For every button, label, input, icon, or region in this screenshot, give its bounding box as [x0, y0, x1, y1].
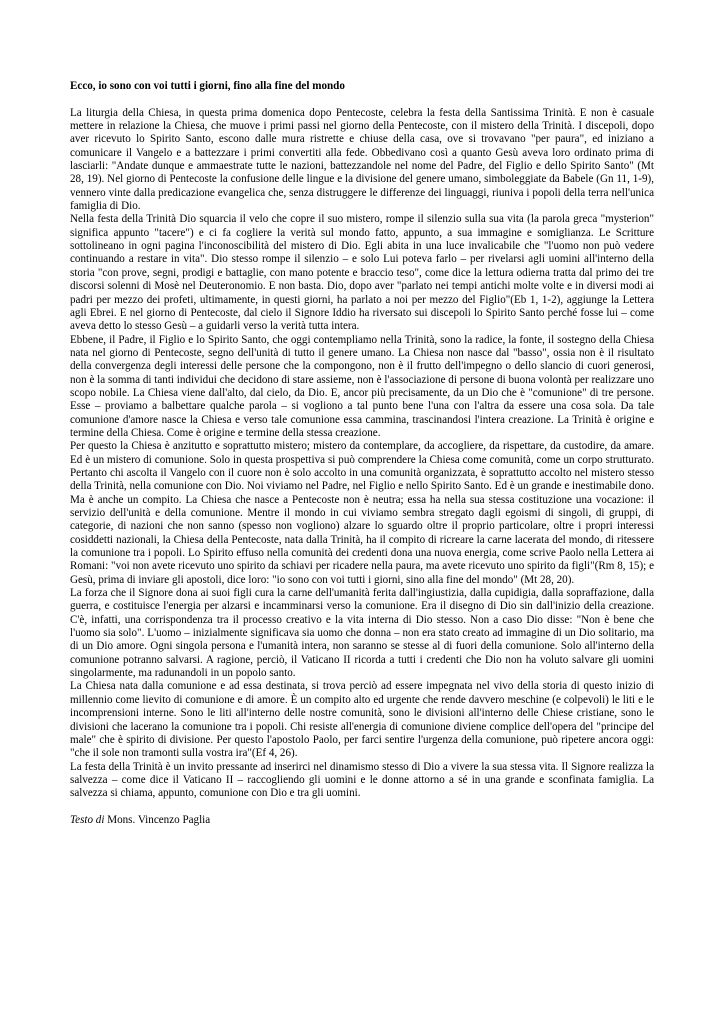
document-title: Ecco, io sono con voi tutti i giorni, fino alla fine del mondo	[70, 80, 345, 92]
document-page	[70, 80, 654, 827]
paragraph-2: Nella festa della Trinità Dio squarcia il velo che copre il suo mistero, rompe il silenzio sulla sua vita (la parola greca "mysterion" significa appunto "tacere") e ci fa cogliere la verità sul mondo fatto, appunto, a sua immagine e somiglianza. Le Scritture sottolineano in ogni pagina l'inconoscibilità del mistero di Dio. Egli abita in una luce invalicabile che "l'uomo non può vedere continuando a restare in vita". Dio stesso rompe il silenzio – e solo Lui poteva farlo – per rivelarsi agli uomini all'interno della storia "con prove, segni, prodigi e battaglie, con mano potente e braccio teso", come dice la lettura odierna tratta dal primo dei tre discorsi solenni di Mosè nel Deuteronomio. E non basta. Dio, dopo aver "parlato nei tempi antichi molte volte e in diversi modi ai padri per mezzo dei profeti, ultimamente, in questi giorni, ha parlato a noi per mezzo del Figlio"(Eb 1, 1-2), aggiunge la Lettera agli Ebrei. E nel giorno di Pentecoste, dal cielo il Signore Iddio ha riversato sui discepoli lo Spirito Santo perché fosse lui – come aveva detto lo stesso Gesù – a guidarli verso la verità tutta intera.	[70, 213, 654, 333]
signature-label: Testo di	[70, 813, 105, 826]
paragraph-1: La liturgia della Chiesa, in questa prima domenica dopo Pentecoste, celebra la festa della Santissima Trinità. E non è casuale mettere in relazione la Chiesa, che muove i primi passi nel giorno della Pentecoste, con il mistero della Trinità. I discepoli, dopo aver ricevuto lo Spirito Santo, escono dalle mura ristrette e chiuse della casa, ove si trovavano "per paura", ed iniziano a comunicare il Vangelo e a battezzare i primi convertiti alla fede. Obbedivano così a quanto Gesù aveva loro ordinato prima di lasciarli: "Andate dunque e ammaestrate tutte le nazioni, battezzandole nel nome del Padre, del Figlio e dello Spirito Santo" (Mt 28, 19). Nel giorno di Pentecoste la confusione delle lingue e la divisione del genere umano, simboleggiate da Babele (Gn 11, 1-9), vennero vinte dalla predicazione evangelica che, senza distruggere le differenze dei linguaggi, riuniva i popoli della terra nell'unica famiglia di Dio.	[70, 106, 654, 213]
signature	[70, 814, 654, 827]
paragraph-3: Ebbene, il Padre, il Figlio e lo Spirito Santo, che oggi contempliamo nella Trinità, sono la radice, la fonte, il sostegno della Chiesa nata nel giorno di Pentecoste, segno dell'unità di tutto il genere umano. La Chiesa non nasce dal "basso", ossia non è il risultato della convergenza degli interessi delle persone che la compongono, non è il frutto dell'impegno o dello slancio di cuori generosi, non è la somma di tanti individui che decidono di stare assieme, non è l'associazione di persone di buona volontà per realizzare uno scopo nobile. La Chiesa viene dall'alto, dal cielo, da Dio. E, ancor più precisamente, da un Dio che è "comunione" di tre persone. Esse – proviamo a balbettare qualche parola – si vogliono a tal punto bene l'una con l'altra da essere una cosa sola. Da tale comunione d'amore nasce la Chiesa e verso tale comunione essa cammina, trascinandosi l'intera creazione. La Trinità è origine e termine della Chiesa. Come è origine e termine della stessa creazione.	[70, 333, 654, 439]
spacer	[70, 801, 654, 814]
paragraph-6: La Chiesa nata dalla comunione e ad essa destinata, si trova perciò ad essere impegnata nel vivo della storia di questo inizio di millennio come lievito di comunione e di amore. È un compito alto ed urgente che rende davvero meschine (e colpevoli) le liti e le incomprensioni interne. Sono le liti all'interno delle nostre comunità, sono le divisioni all'interno delle Chiese cristiane, sono le divisioni che lacerano la comunione tra i popoli. Chi resiste all'energia di comunione diviene complice dell'opera del "principe del male" che è spirito di divisione. Per questo l'apostolo Paolo, per farci sentire l'urgenza della comunione, può ripetere ancora oggi: "che il sole non tramonti sulla vostra ira"(Ef 4, 26).	[70, 680, 654, 760]
spacer	[70, 93, 654, 106]
paragraph-7: La festa della Trinità è un invito pressante ad inserirci nel dinamismo stesso di Dio a vivere la sua stessa vita. Il Signore realizza la salvezza – come dice il Vaticano II – raccogliendo gli uomini e le donne attorno a sé in una grande e sconfinata famiglia. La salvezza si chiama, appunto, comunione con Dio e tra gli uomini.	[70, 760, 654, 800]
paragraph-5: La forza che il Signore dona ai suoi figli cura la carne dell'umanità ferita dall'ingiustizia, dalla cupidigia, dalla sopraffazione, dalla guerra, e costituisce l'energia per alzarsi e incamminarsi verso la comunione. Era il disegno di Dio sin dall'inizio della creazione. C'è, infatti, una corrispondenza tra il processo creativo e la vita interna di Dio stesso. Non a caso Dio disse: "Non è bene che l'uomo sia solo". L'uomo – inizialmente significava sia uomo che donna – non era stato creato ad immagine di un Dio solitario, ma di un Dio amore. Ogni singola persona e l'umanità intera, non saranno se stesse al di fuori della comunione. Solo all'interno della comunione potranno salvarsi. A ragione, perciò, il Vaticano II ricorda a tutti i credenti che Dio non ha voluto salvare gli uomini singolarmente, ma radunandoli in un popolo santo.	[70, 587, 654, 680]
paragraph-4: Per questo la Chiesa è anzitutto e soprattutto mistero; mistero da contemplare, da accogliere, da rispettare, da custodire, da amare. Ed è un mistero di comunione. Solo in questa prospettiva si può comprendere la Chiesa come comunità, come un corpo strutturato. Pertanto chi ascolta il Vangelo con il cuore non è solo accolto in una comunità organizzata, è soprattutto accolto nel mistero stesso della Trinità, nella comunione con Dio. Noi viviamo nel Padre, nel Figlio e nello Spirito Santo. Ed è un grande e inestimabile dono. Ma è anche un compito. La Chiesa che nasce a Pentecoste non è neutra; essa ha nella sua stessa costituzione una vocazione: il servizio dell'unità e della comunione. Mentre il mondo in cui viviamo sembra stregato dagli egoismi di singoli, di gruppi, di categorie, di nazioni che non sanno (spesso non vogliono) alzare lo sguardo oltre il proprio particolare, oltre i propri interessi cosiddetti nazionali, la Chiesa della Pentecoste, nata dalla Trinità, ha il compito di ricreare la carne lacerata del mondo, di ritessere la comunione tra i popoli. Lo Spirito effuso nella comunità dei credenti dona una nuova energia, come scrive Paolo nella Lettera ai Romani: "voi non avete ricevuto uno spirito da schiavi per ricadere nella paura, ma avete ricevuto uno spirito da figli"(Rm 8, 15); e Gesù, prima di inviare gli apostoli, dice loro: "io sono con voi tutti i giorni, sino alla fine del mondo" (Mt 28, 20).	[70, 440, 654, 586]
signature-author: Mons. Vincenzo Paglia	[107, 813, 211, 826]
